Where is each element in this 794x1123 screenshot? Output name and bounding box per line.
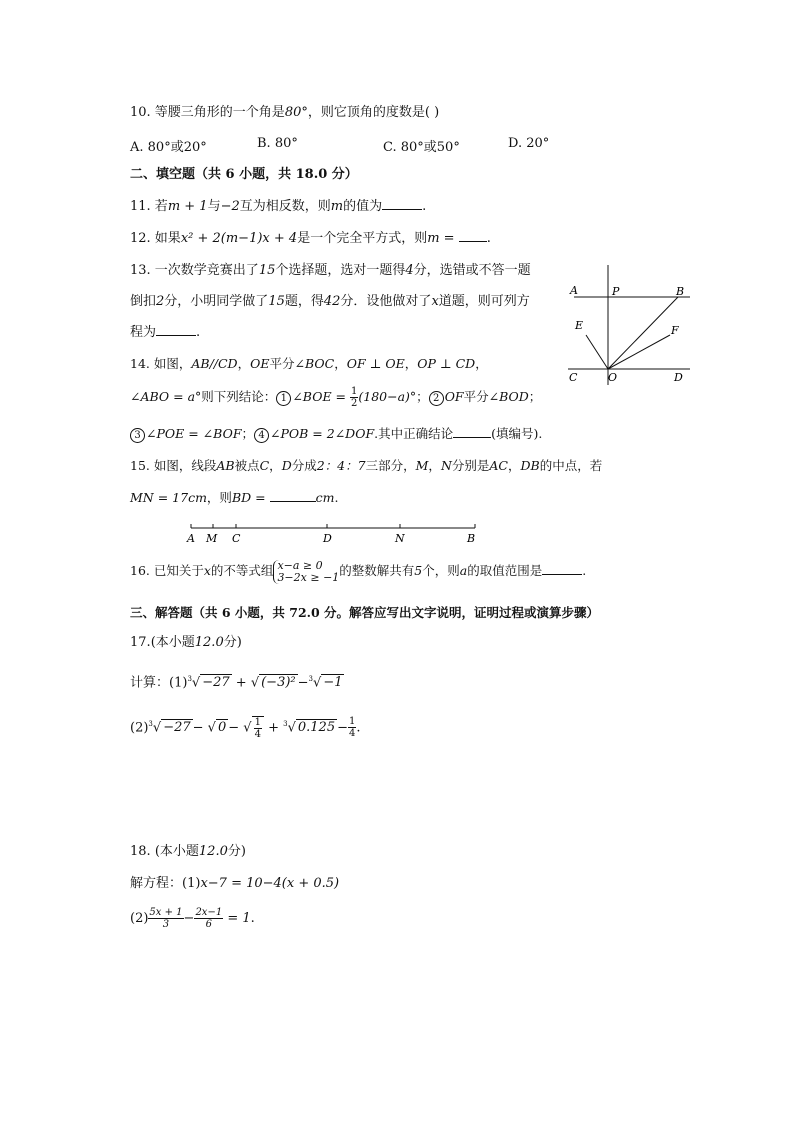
q14-text: ， [404,356,418,371]
q13-num: 42 [323,294,341,309]
q10-option-a: A. 80°或20° [130,140,207,155]
radicand: −27 [163,720,191,736]
inequality-1: x−a ≥ 0 [277,558,323,572]
q13-text: 13. 一次数学竞赛出了 [130,263,259,278]
q11-text: 11. 若 [130,199,168,214]
q15-var: C [259,458,270,473]
q13-var: x [431,294,439,309]
q15-unit: cm [315,490,335,505]
circled-4: 4 [254,428,269,443]
radical-sign: √ [250,675,260,691]
frac-num: 1 [254,716,261,728]
q15-answer-blank[interactable] [270,489,316,502]
radicand: −27 [202,675,230,691]
q15-text: ， [428,458,441,473]
label-o: O [608,371,618,384]
q15-ratio: 2：4：7 [316,458,366,473]
operator: + [231,675,251,691]
q17-text: 分) [223,635,242,650]
q14-expr: ∠BOE = [292,389,350,404]
question-14-line-2 [130,386,541,409]
q14-expr: ∠BOD [488,389,529,404]
q14-expr: OP ⊥ CD [417,356,476,371]
label-a: A [570,284,578,297]
q16-var: a [459,563,468,578]
q15-text: 被点 [234,458,260,473]
frac-num: 5x + 1 [149,907,183,918]
q11-text: 互为相反数，则 [239,199,331,214]
q15-var: N [440,458,452,473]
q18-text: 分) [227,844,246,859]
frac-den: 6 [205,919,212,930]
q12-expr: x² + 2(m−1)x + 4 [180,231,298,246]
operator: − [337,720,348,736]
q15-var: D [281,458,292,473]
q13-period: . [196,325,201,340]
q16-period: . [582,563,587,578]
operator: + [263,720,284,736]
question-13-line-2 [130,293,530,311]
question-16 [130,557,586,585]
q15-var: AC [489,458,508,473]
q14-expr: (180−a)° [358,389,417,404]
q14-expr: ∠POB = 2∠DOF [270,426,375,441]
q15-text: ， [507,458,521,473]
q16-num: 5 [414,563,423,578]
q11-expr: m + 1 [167,199,208,214]
q17-part-label: (1) [169,675,188,691]
q12-var: m = [427,231,459,246]
q16-text: 个，则 [422,563,460,578]
q14-expr: ∠POE = ∠BOF [146,426,242,441]
label-d: D [674,371,683,384]
q18-num: 18. [130,844,151,859]
q13-text: 分，小明同学做了 [164,294,269,309]
radical-sign: √ [152,720,162,736]
label-a: A [187,532,195,545]
q11-text: 的值为 [343,199,383,214]
q15-text: 三部分， [365,458,416,473]
q14-expr: OE [250,356,270,371]
q14-text: ， [475,356,488,371]
q10-option-c: C. 80°或50° [383,140,460,155]
q15-text: 的中点，若 [539,458,603,473]
q14-text: ； [528,389,542,404]
q17-period: . [356,720,361,736]
q16-text: 的整数解共有 [339,563,415,578]
frac-den: 2 [351,398,358,409]
q15-text: 15. 如图，线段 [130,458,217,473]
q18-period: . [250,911,255,926]
circled-1: 1 [276,391,291,406]
frac-num: 1 [349,716,356,728]
q10-option-b: B. 80° [257,136,298,151]
question-17-part-2 [130,710,361,742]
q14-answer-blank[interactable] [453,425,491,438]
fraction-2 [194,907,223,930]
label-c: C [569,371,578,384]
label-p: P [612,285,620,298]
line-ob [608,297,678,369]
q16-answer-blank[interactable] [542,562,582,575]
operator: − [192,720,208,736]
frac-den: 4 [349,728,356,740]
question-12 [130,229,491,248]
inequality-system [273,560,339,584]
q16-text: 16. 已知关于 [130,563,204,578]
q15-var: AB [216,458,235,473]
q14-text: (填编号) [491,426,539,441]
line-of [608,335,670,369]
q13-text: 倒扣 [130,294,157,309]
q11-expr: −2 [220,199,240,214]
question-18-title [130,843,246,861]
q15-var: M [415,458,429,473]
q11-period: . [422,199,427,214]
section-2-heading: 二、填空题（共 6 小题，共 18.0 分） [130,167,358,182]
question-15-line-1 [130,457,602,475]
radicand: 0.125 [297,720,336,736]
operator: − [183,911,195,926]
label-e: E [575,319,584,332]
label-c: C [232,532,241,545]
q13-num: 2 [156,294,165,309]
q10-option-d: D. 20° [508,136,550,151]
figure-q14-diagram [562,260,697,390]
inequality-2: 3−2x ≥ −1 [277,570,340,584]
q12-answer-blank[interactable] [459,229,487,242]
question-10 [130,104,439,122]
frac-num: 2x−1 [195,907,223,918]
section-3-heading: 三、解答题（共 6 小题，共 72.0 分。解答应写出文字说明，证明过程或演算步骤） [130,605,600,620]
q14-text: 平分 [463,389,489,404]
question-13-line-3 [130,323,200,342]
line-oe [586,335,608,369]
q14-expr: OF ⊥ OE [346,356,405,371]
circled-3: 3 [130,428,145,443]
q12-text: 12. 如果 [130,231,181,246]
q14-text: ， [237,356,251,371]
fraction-1 [148,907,183,930]
label-d: D [323,532,332,545]
operator: − [228,720,244,736]
q13-text: 程为 [130,325,157,340]
q10-stem-end: ，则它顶角的度数是( ) [307,105,440,120]
q15-expr: MN = 17cm [130,490,207,505]
radicand: (−3)² [261,675,296,691]
q13-num: 4 [405,263,414,278]
q12-period: . [486,231,491,246]
q11-text: 与 [207,199,221,214]
q17-part-label: (2) [130,720,149,736]
q14-text: ； [241,426,255,441]
q15-period: . [334,490,339,505]
q17-label: 计算： [130,675,170,691]
frac-den: 4 [254,728,261,740]
radical-sign: √ [207,720,216,736]
q14-period: . [538,426,543,441]
question-17-part-1 [130,670,344,692]
q14-text: ； [416,389,429,404]
q14-text: 14. 如图， [130,356,192,371]
q11-answer-blank[interactable] [382,197,422,210]
q13-text: 个选择题，选对一题得 [275,263,406,278]
question-15-line-2 [130,489,338,507]
question-14-line-3 [130,425,542,443]
label-f: F [671,324,679,337]
q13-answer-blank[interactable] [156,323,196,336]
q10-stem: 10. 等腰三角形的一个角是 [130,105,285,120]
q13-text: 分，选错或不答一题 [413,263,531,278]
question-14-line-1 [130,355,488,373]
q13-num: 15 [258,263,276,278]
q18-score: 12.0 [198,844,228,859]
q16-text: 的不等式组 [210,563,274,578]
question-13-line-1 [130,262,531,280]
q14-expr: OF [444,389,464,404]
radicand: 0 [217,720,227,736]
q13-num: 15 [268,294,285,309]
question-11 [130,197,426,216]
q18-text: (本小题 [150,844,199,859]
q14-expr: ∠ABO = a° [130,389,202,404]
q15-text: ，则 [206,490,232,505]
label-b: B [467,532,476,545]
q18-equation: x−7 = 10−4(x + 0.5) [200,876,340,891]
q15-text: ， [269,458,282,473]
root-index: 3 [187,675,192,683]
radical-sign: √ [313,675,322,691]
q16-var: x [203,563,211,578]
q18-label: 解方程： [130,876,183,891]
q13-text: 题，得 [284,294,324,309]
q10-angle: 80° [284,105,308,120]
radical-sign: √ [191,675,201,691]
circled-2: 2 [429,391,444,406]
label-b: B [676,285,685,298]
label-n: N [395,532,405,545]
q14-text: 则下列结论： [201,389,277,404]
root-index: 3 [283,720,288,728]
operator: − [297,675,309,691]
root-index: 3 [308,675,314,683]
q13-text: 道题，则可列方 [438,294,530,309]
q17-score: 12.0 [194,635,224,650]
q18-part-label: (2) [130,911,149,926]
q14-expr: ∠BOC [294,356,335,371]
q14-expr: AB//CD [191,356,238,371]
q17-num: 17. [130,635,151,650]
fraction-quarter [252,716,264,740]
q12-text: 是一个完全平方式，则 [297,231,428,246]
frac-den: 3 [162,919,170,930]
q14-text: .其中正确结论 [374,426,454,441]
question-18-part-1 [130,875,339,893]
q18-part-label: (1) [182,876,201,891]
q18-rhs: = 1 [223,911,251,926]
radical-sign: √ [287,720,296,736]
q17-text: (本小题 [150,635,195,650]
radicand: −1 [323,675,343,691]
q11-var: m [330,199,344,214]
q13-text: 分．设他做对了 [340,294,432,309]
q15-text: 分别是 [451,458,490,473]
radical-sign: √ [243,720,252,736]
q15-text: 分成 [291,458,317,473]
q14-text: ， [334,356,347,371]
figure-q15-segment [184,520,484,548]
label-m: M [206,532,218,545]
q16-text: 的取值范围是 [467,563,543,578]
q15-expr: BD = [231,490,270,505]
root-index: 3 [148,720,153,728]
q14-text: 平分 [269,356,295,371]
question-17-title [130,634,242,652]
question-18-part-2 [130,906,255,932]
frac-num: 1 [351,386,358,397]
q15-var: DB [520,458,540,473]
